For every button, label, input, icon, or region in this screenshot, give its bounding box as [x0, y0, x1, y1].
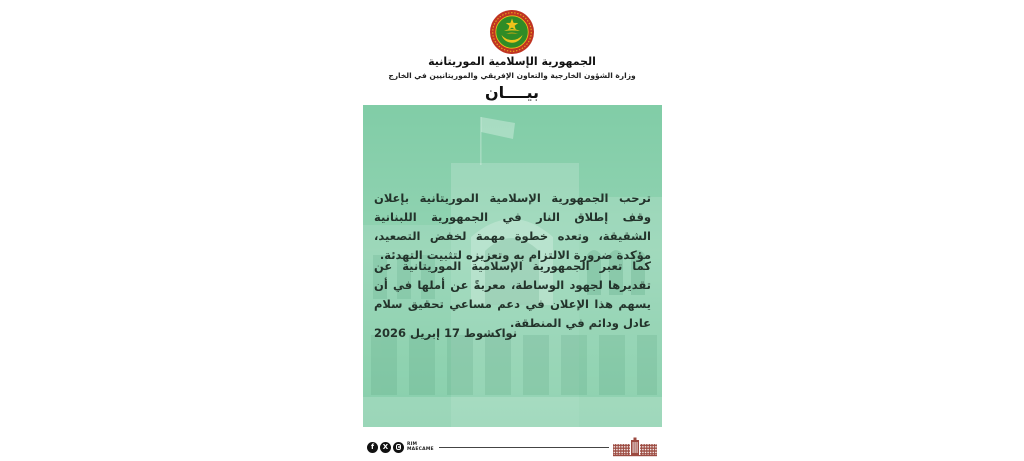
- country-title: الجمهورية الإسلامية الموريتانية: [428, 55, 596, 68]
- statement-paragraph-2: كما تعبر الجمهورية الإسلامية الموريتانية عن تقديرها لجهود الوساطة، معربةً عن أملها في أن يسهم هذا الإعلان في دعم مساعي تحقيق سلام عادل ودائم في المنطقة.: [374, 259, 651, 330]
- dateline: نواكشوط 17 إبريل 2026: [374, 326, 518, 340]
- x-icon: X: [380, 442, 391, 453]
- document-title: بيــــان: [484, 83, 540, 102]
- statement-paragraph-1: ترحب الجمهورية الإسلامية الموريتانية بإعلان وقف إطلاق النار في الجمهورية اللبنانية الشقيقة، وتعده خطوة مهمة لخفض التصعيد، مؤكدة ضرورة الالتزام به وتعزيزه لتثبيت التهدئة.: [374, 191, 651, 262]
- ministry-building-icon: [613, 437, 657, 457]
- footer-rule: [439, 447, 609, 448]
- org-line1: RIM: [407, 441, 418, 447]
- social-icons: [367, 442, 404, 453]
- footer: [367, 437, 657, 457]
- statement-document: [357, 0, 667, 461]
- instagram-icon: [393, 442, 404, 453]
- org-abbreviation: [407, 442, 434, 452]
- statement-panel: [363, 105, 662, 427]
- mauritania-seal-icon: [489, 9, 535, 55]
- ministry-title: وزارة الشؤون الخارجية والتعاون الإفريقي والموريتانيين في الخارج: [388, 71, 636, 80]
- facebook-icon: f: [367, 442, 378, 453]
- org-line2: MAECAME: [407, 447, 434, 452]
